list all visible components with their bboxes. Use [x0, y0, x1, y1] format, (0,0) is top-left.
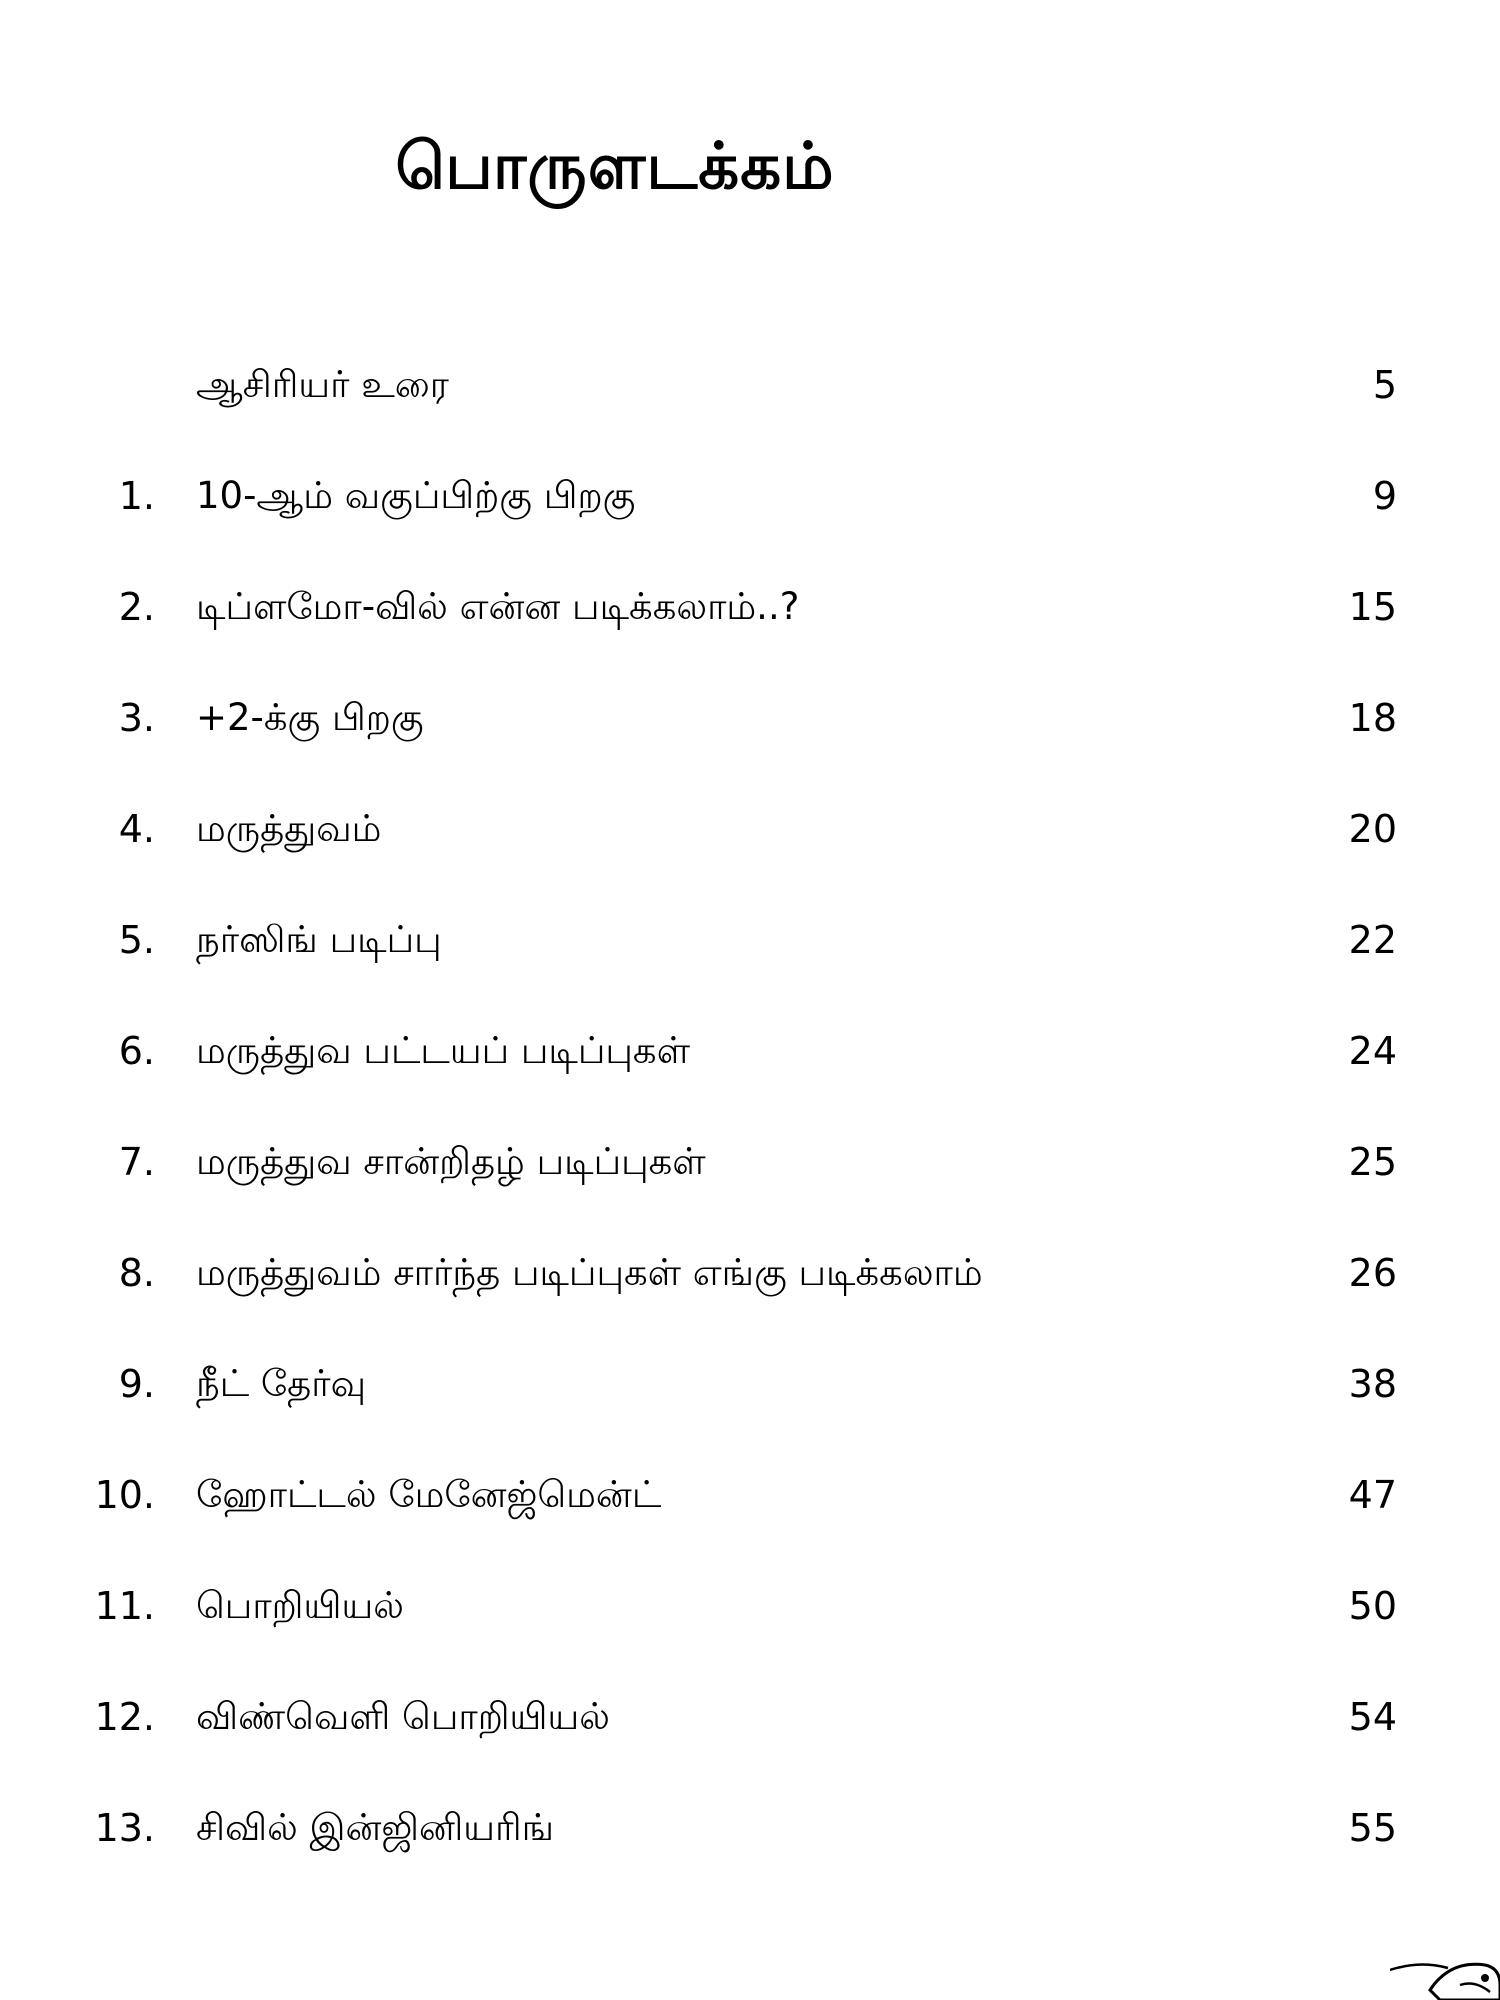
- toc-entry-page-number: 54: [1348, 1695, 1397, 1739]
- toc-entry: [0, 466, 1500, 526]
- toc-entry-number: 4.: [118, 807, 155, 851]
- bird-logo-icon: [1390, 1940, 1500, 2000]
- toc-entry-page-number: 25: [1348, 1140, 1397, 1184]
- toc-entry-title: மருத்துவம் சார்ந்த படிப்புகள் எங்கு படிக்கலாம்: [196, 1251, 983, 1294]
- toc-entry: [0, 1465, 1500, 1525]
- toc-entry-page-number: 26: [1348, 1251, 1397, 1295]
- toc-entry: [0, 910, 1500, 970]
- toc-entry-number: 7.: [118, 1140, 155, 1184]
- toc-entry-number: 10.: [94, 1473, 155, 1517]
- toc-entry-title: மருத்துவ பட்டயப் படிப்புகள்: [196, 1029, 690, 1072]
- toc-entry: [0, 355, 1500, 415]
- toc-entry-number: 3.: [118, 696, 155, 740]
- toc-entry-title: 10-ஆம் வகுப்பிற்கு பிறகு: [196, 474, 636, 517]
- toc-entry-title: நர்ஸிங் படிப்பு: [196, 918, 442, 961]
- toc-entry-title: மருத்துவ சான்றிதழ் படிப்புகள்: [196, 1140, 706, 1183]
- toc-entry: [0, 688, 1500, 748]
- toc-entry-number: 2.: [118, 585, 155, 629]
- toc-entry-page-number: 38: [1348, 1362, 1397, 1406]
- toc-entry-page-number: 47: [1348, 1473, 1397, 1517]
- toc-entry-title: பொறியியல்: [196, 1584, 404, 1627]
- toc-entry-page-number: 50: [1348, 1584, 1397, 1628]
- toc-entry: [0, 1687, 1500, 1747]
- toc-entry: [0, 1798, 1500, 1858]
- toc-entry-page-number: 9: [1372, 474, 1397, 518]
- toc-entry-number: 8.: [118, 1251, 155, 1295]
- page-title: பொருளடக்கம்: [395, 130, 835, 204]
- toc-entry-title: ஆசிரியர் உரை: [196, 363, 449, 406]
- toc-entry: [0, 1576, 1500, 1636]
- toc-entry-number: 1.: [118, 474, 155, 518]
- toc-entry-title: ஹோட்டல் மேனேஜ்மென்ட்: [196, 1473, 662, 1516]
- toc-entry-page-number: 5: [1372, 363, 1397, 407]
- toc-entry-number: 5.: [118, 918, 155, 962]
- toc-entry-title: சிவில் இன்ஜினியரிங்: [196, 1806, 555, 1849]
- toc-entry: [0, 799, 1500, 859]
- toc-entry-page-number: 18: [1348, 696, 1397, 740]
- toc-entry: [0, 1243, 1500, 1303]
- toc-entry: [0, 1021, 1500, 1081]
- toc-entry-page-number: 22: [1348, 918, 1397, 962]
- toc-entry-title: நீட் தேர்வு: [196, 1362, 367, 1405]
- toc-entry-number: 9.: [118, 1362, 155, 1406]
- toc-entry: [0, 1132, 1500, 1192]
- toc-entry: [0, 577, 1500, 637]
- toc-entry-title: +2-க்கு பிறகு: [196, 696, 424, 739]
- toc-entry-page-number: 24: [1348, 1029, 1397, 1073]
- toc-entry-number: 13.: [94, 1806, 155, 1850]
- toc-entry-page-number: 15: [1348, 585, 1397, 629]
- toc-entry-title: விண்வெளி பொறியியல்: [196, 1695, 610, 1738]
- toc-entry-page-number: 20: [1348, 807, 1397, 851]
- toc-entry-number: 12.: [94, 1695, 155, 1739]
- toc-entry-page-number: 55: [1348, 1806, 1397, 1850]
- toc-entry-title: டிப்ளமோ-வில் என்ன படிக்கலாம்..?: [196, 585, 800, 628]
- toc-entry: [0, 1354, 1500, 1414]
- toc-entry-title: மருத்துவம்: [196, 807, 382, 850]
- toc-entry-number: 11.: [94, 1584, 155, 1628]
- toc-entry-number: 6.: [118, 1029, 155, 1073]
